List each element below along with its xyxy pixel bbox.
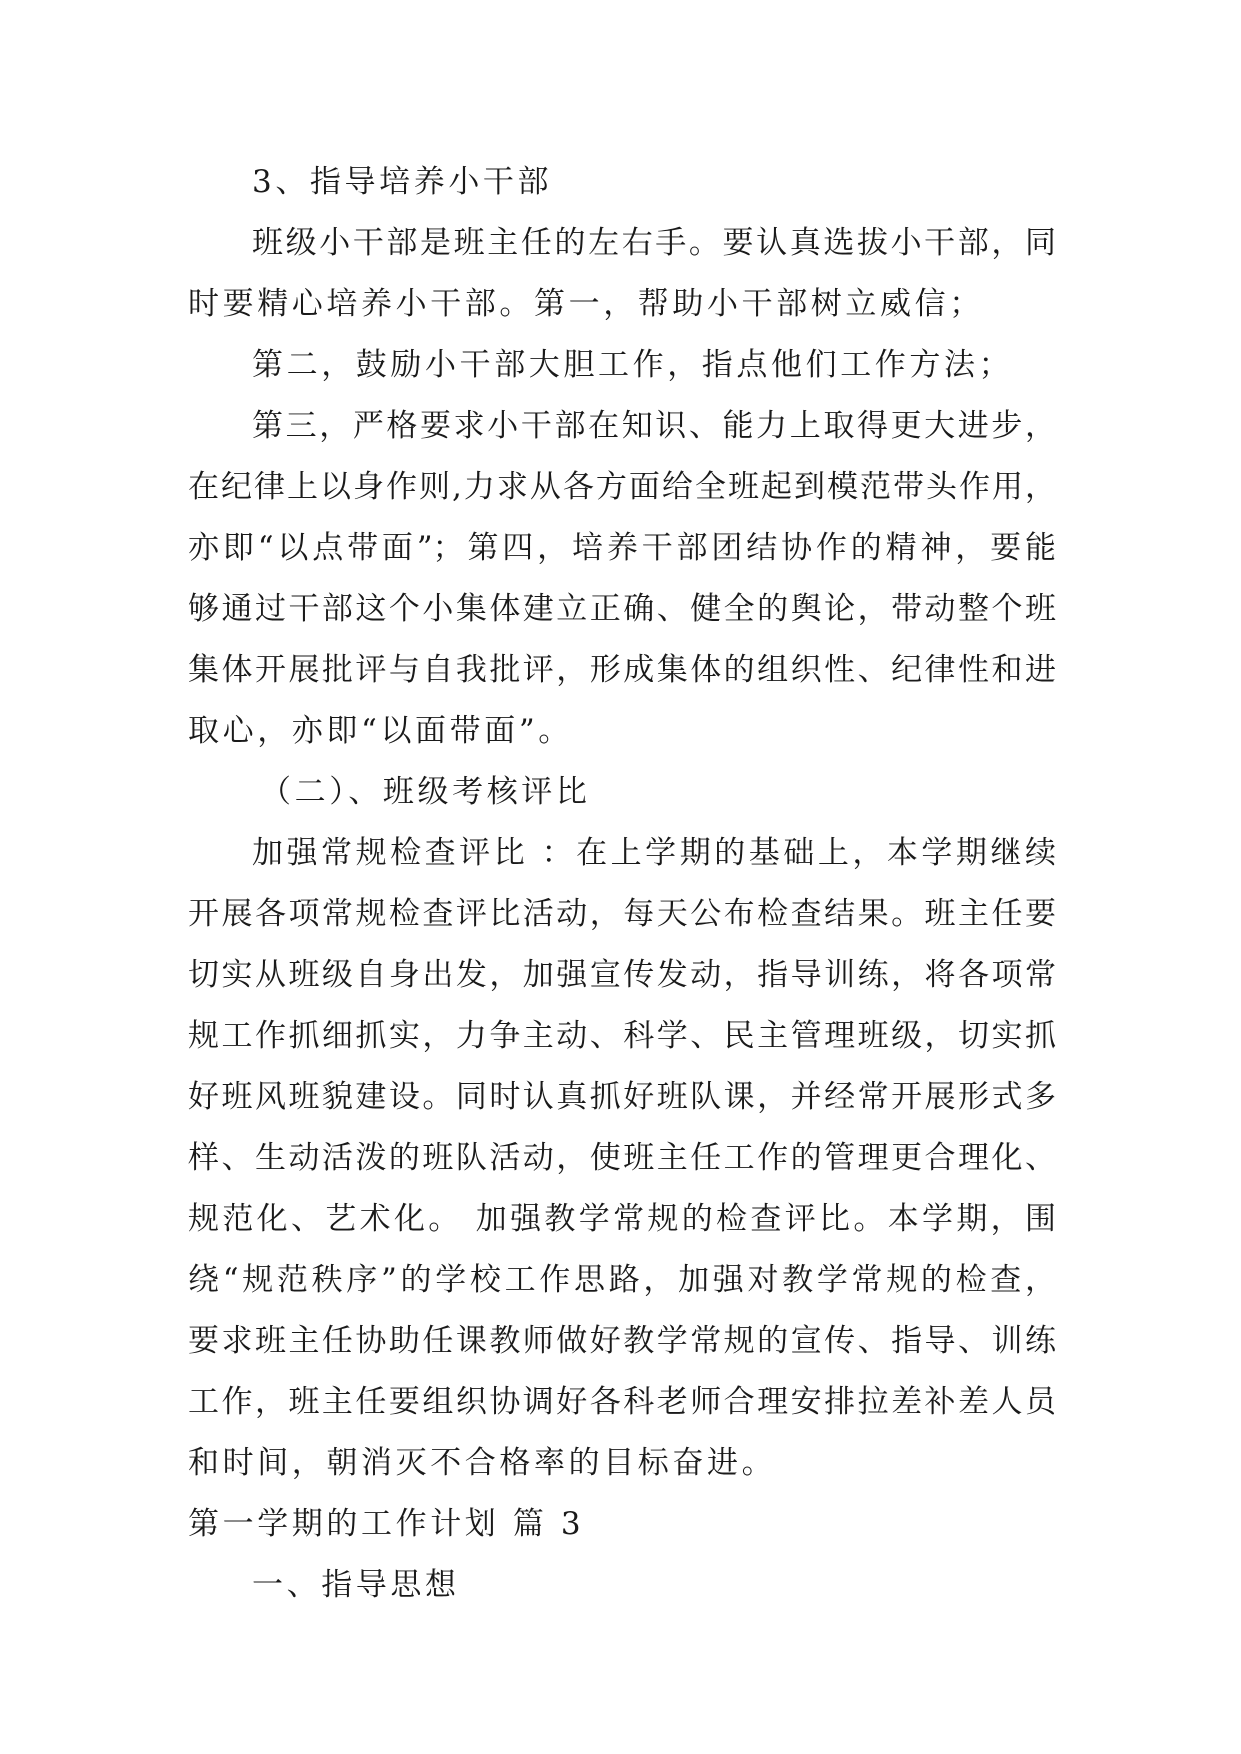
paragraph-line: 切实从班级自身出发，加强宣传发动，指导训练，将各项常 [188, 957, 1056, 993]
document-body [188, 152, 1056, 1616]
section-heading: 一、指导思想 [252, 1567, 460, 1603]
paragraph-line: 第二，鼓励小干部大胆工作，指点他们工作方法； [252, 347, 1014, 383]
paragraph-line: 在纪律上以身作则,力求从各方面给全班起到模范带头作用， [188, 469, 1056, 505]
paragraph-line: 时要精心培养小干部。第一，帮助小干部树立威信； [188, 286, 984, 322]
paragraph-line: 绕“规范秩序”的学校工作思路，加强对教学常规的检查， [188, 1262, 1056, 1298]
paragraph-line: 规范化、艺术化。 加强教学常规的检查评比。本学期，围 [188, 1201, 1056, 1237]
paragraph-line: 取心，亦即“以面带面”。 [188, 713, 573, 749]
paragraph-line: 够通过干部这个小集体建立正确、健全的舆论，带动整个班 [188, 591, 1056, 627]
section-heading: 3、指导培养小干部 [252, 164, 553, 200]
paragraph-line: 规工作抓细抓实，力争主动、科学、民主管理班级，切实抓 [188, 1018, 1056, 1054]
chapter-title: 第一学期的工作计划 篇 3 [188, 1506, 585, 1542]
paragraph-line: 亦即“以点带面”；第四，培养干部团结协作的精神，要能 [188, 530, 1056, 566]
paragraph-line: 样、生动活泼的班队活动，使班主任工作的管理更合理化、 [188, 1140, 1056, 1176]
paragraph-line: 和时间，朝消灭不合格率的目标奋进。 [188, 1445, 777, 1481]
section-heading: （二）、班级考核评比 [260, 774, 591, 810]
paragraph-line: 开展各项常规检查评比活动，每天公布检查结果。班主任要 [188, 896, 1056, 932]
paragraph-line: 好班风班貌建设。同时认真抓好班队课，并经常开展形式多 [188, 1079, 1056, 1115]
paragraph-line: 要求班主任协助任课教师做好教学常规的宣传、指导、训练 [188, 1323, 1056, 1359]
paragraph-line: 加强常规检查评比 ：在上学期的基础上，本学期继续 [252, 835, 1056, 871]
paragraph-line: 班级小干部是班主任的左右手。要认真选拔小干部，同 [252, 225, 1056, 261]
paragraph-line: 集体开展批评与自我批评，形成集体的组织性、纪律性和进 [188, 652, 1056, 688]
paragraph-line: 工作，班主任要组织协调好各科老师合理安排拉差补差人员 [188, 1384, 1056, 1420]
paragraph-line: 第三，严格要求小干部在知识、能力上取得更大进步， [252, 408, 1056, 444]
